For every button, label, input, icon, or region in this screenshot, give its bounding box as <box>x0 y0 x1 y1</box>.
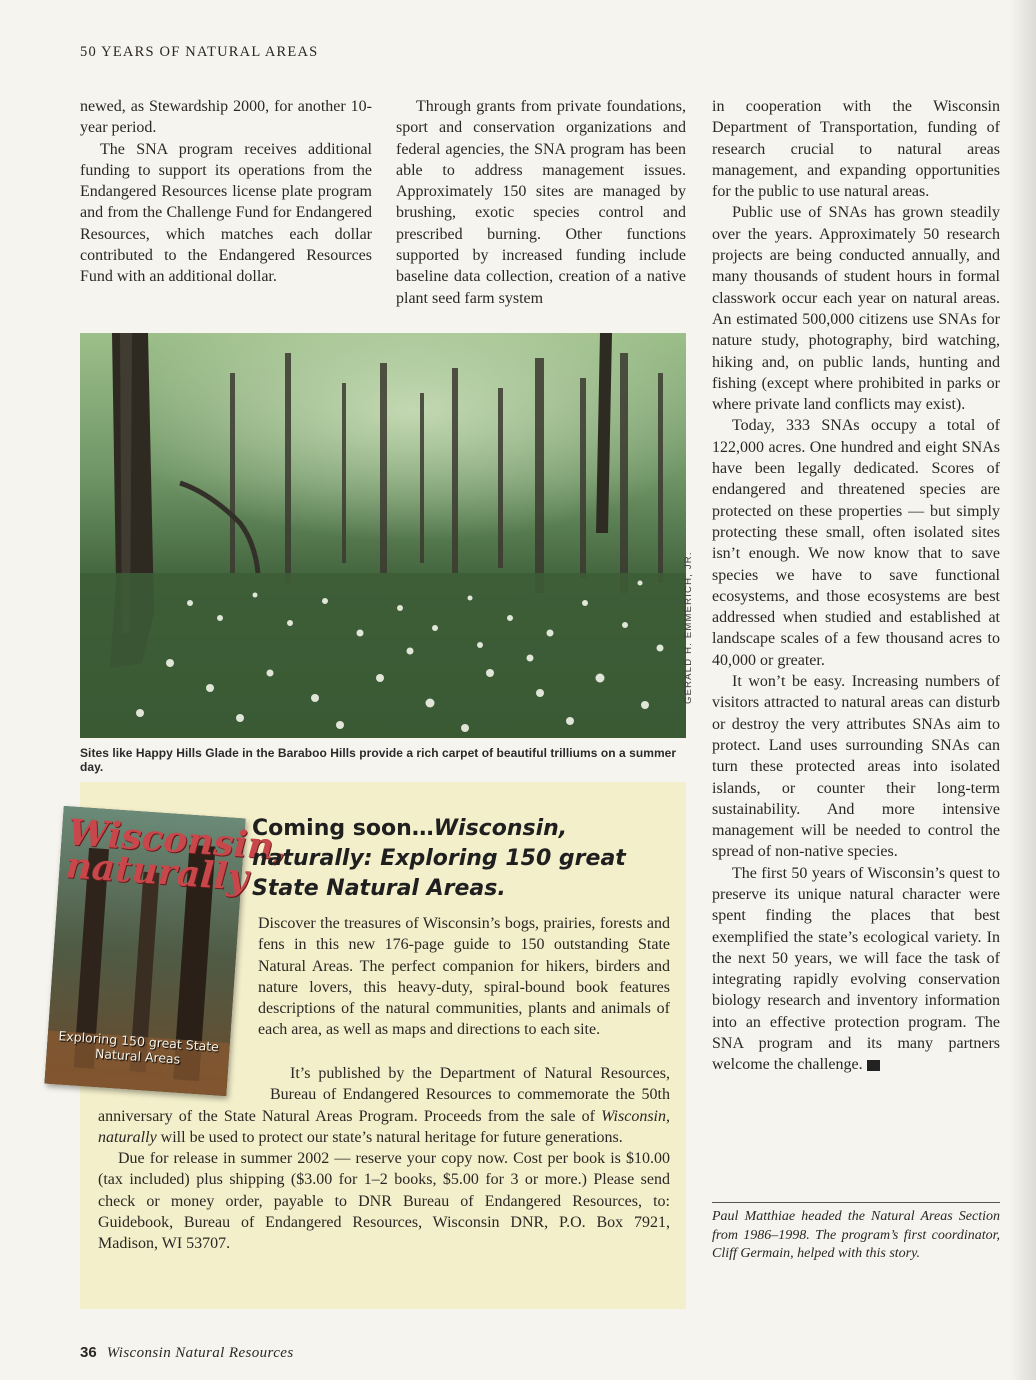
sidebar-para2-start: It’s published by the Department of Natural Resources, Bureau of Endangered Resources to commemorate the 50th anniversary of the State Natural Areas Program. Proceeds from the sale of <box>98 1065 670 1125</box>
book-cover <box>45 806 288 1096</box>
paragraph: in cooperation with the Wisconsin Department of Transportation, funding of research crucial to natural areas management, and expanding opportunities for the public to use natural areas. <box>712 98 1000 201</box>
paragraph: Through grants from private foundations, sport and conservation organizations and federal agencies, the SNA program has been able to address management issues. Approximately 150 sites are managed by brushing, exotic species control and prescribed burning. Other functions supported by increased funding include baseline data collection, creation of a native plant seed farm system <box>396 98 686 307</box>
article-column-3 <box>712 96 1000 1076</box>
photo-credit-text: GERALD H. EMMERICH, JR. <box>683 551 694 704</box>
page-number: 36 <box>80 1344 97 1361</box>
heading-prefix: Coming soon… <box>252 816 434 841</box>
paragraph: newed, as Stewardship 2000, for another 10-year period. <box>80 98 372 137</box>
article-column-1 <box>80 96 372 288</box>
paragraph: It won’t be easy. Increasing numbers of visitors attracted to natural areas can disturb or destroy the very attributes SNAs aim to protect. Land uses surrounding SNAs can turn these protected areas into isolated islands, or counter their long-term sustainability. And more intensive management will be needed to control the spread of non-native species. <box>712 673 1000 861</box>
magazine-name: Wisconsin Natural Resources <box>106 1345 294 1361</box>
closing-paragraph: The first 50 years of Wisconsin’s quest to preserve its unique natural character were spent finding the places that best exemplified the state’s ecological variety. In the next 50 years, we will face the task of integrating rapidly evolving conservation biology research and inventory information into an effective protection program. The SNA program and its many partners welcome the challenge. <box>712 864 1000 1074</box>
sidebar-heading <box>252 814 672 904</box>
sidebar-para2-booktitle: Wisconsin, naturally <box>98 1107 670 1146</box>
photo-caption: Sites like Happy Hills Glade in the Baraboo Hills provide a rich carpet of beautiful trilliums on a summer day. <box>80 746 677 774</box>
bio-rule <box>712 1202 1000 1203</box>
sidebar-paragraph-3: Due for release in summer 2002 — reserve your copy now. Cost per book is $10.00 (tax included) plus shipping ($3.00 for 1–2 books, $5.00 for 3 or more.) Please send check or money order, payable to DNR Bureau of Endangered Resources, to: Guidebook, Bureau of Endangered Resources, Wisconsin DNR, P.O. Box 7921, Madison, WI 53707. <box>98 1150 670 1253</box>
paragraph: Today, 333 SNAs occupy a total of 122,000 acres. One hundred and eight SNAs have been legally dedicated. Scores of endangered and threatened species are protected on these properties — but simply protecting these small, often isolated sites isn’t enough. We now know that to save species we have to save functional ecosystems, and those ecosystems are best addressed when studied and established at landscape scales of a few thousand acres to 40,000 or greater. <box>712 417 1000 669</box>
paragraph: Public use of SNAs has grown steadily over the years. Approximately 50 research projects are being conducted annually, and many thousands of student hours in formal classwork occur each year on natural areas. An estimated 500,000 citizens use SNAs for nature study, photography, bird watching, hiking and, on public lands, hunting and fishing (except where prohibited in parks or where private land conflicts may exist). <box>712 204 1000 414</box>
book-cover-title: Wisconsin, naturally <box>64 811 288 899</box>
page-gutter-shadow <box>1010 0 1036 1380</box>
heading-line-2: naturally: Exploring 150 great <box>252 846 626 871</box>
sidebar-text-block-1 <box>258 913 670 1041</box>
sidebar-paragraph-1: Discover the treasures of Wisconsin’s bogs, prairies, forests and fens in this new 176-page guide to 150 outstanding State Natural Areas. The perfect companion for hikers, birders and nature lovers, this heavy-duty, spiral-bound book features descriptions of the natural communities, plants and animals of each area, as well as maps and directions to each site. <box>258 915 670 1039</box>
heading-book-name: Wisconsin, <box>433 816 568 841</box>
paragraph <box>712 863 1000 1076</box>
page-footer <box>80 1344 294 1362</box>
forest-trillium-photo <box>80 333 686 738</box>
book-cover-subtitle: Exploring 150 great State Natural Areas <box>57 1028 220 1067</box>
end-mark-icon: W <box>867 1060 880 1071</box>
heading-line-3: State Natural Areas. <box>252 876 506 901</box>
book-wrap-spacer <box>98 1063 270 1103</box>
running-head: 50 YEARS OF NATURAL AREAS <box>80 44 319 60</box>
photo-illustration <box>80 333 686 738</box>
sidebar-para2-end: will be used to protect our state’s natural heritage for future generations. <box>156 1128 623 1146</box>
sidebar-text-block-2 <box>98 1063 670 1255</box>
heading-line-1 <box>252 814 672 844</box>
paragraph: The SNA program receives additional funding to support its operations from the Endangered Resources license plate program and from the Challenge Fund for Endangered Resources, which matches each dollar contributed to the Endangered Resources Fund with an additional dollar. <box>80 140 372 286</box>
article-column-2 <box>396 96 686 309</box>
author-bio: Paul Matthiae headed the Natural Areas Section from 1986–1998. The program’s first coordinator, Cliff Germain, helped with this story. <box>712 1209 1000 1262</box>
